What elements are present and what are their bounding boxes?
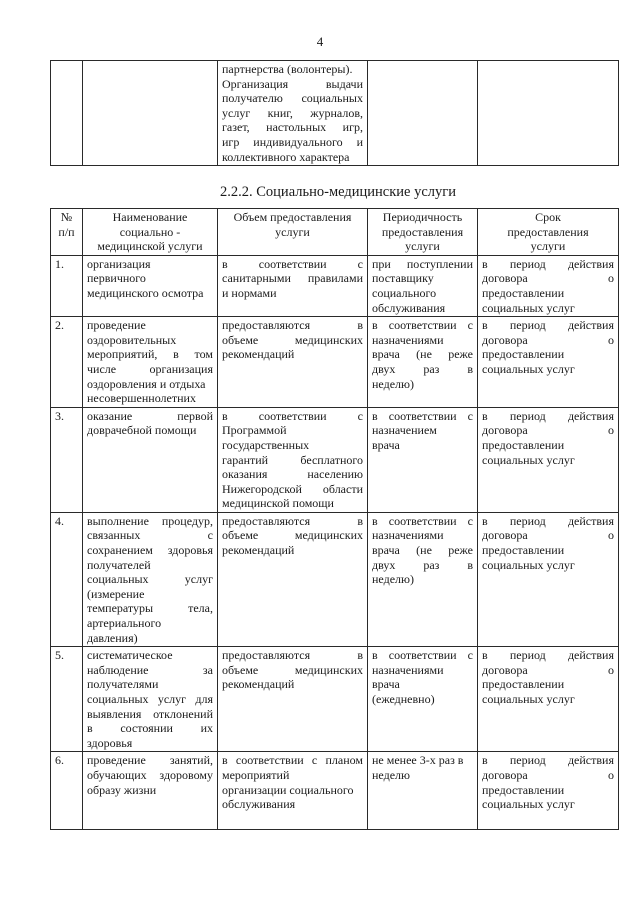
header-num: № п/п [51, 209, 83, 256]
top-text-line: игр индивидуального и [222, 134, 363, 149]
header-volume: Объем предоставления услуги [218, 209, 368, 256]
top-cell-volume [218, 61, 368, 166]
header-frequency: Периодичность предоставления услуги [368, 209, 478, 256]
row-num: 4. [51, 512, 83, 646]
row-num: 5. [51, 647, 83, 752]
row-frequency: в соответствии с назначениями врача (не реже двух раз в неделю) [368, 317, 478, 408]
row-name: организация первичного медицинского осмотра [83, 255, 218, 316]
row-name: оказание первой доврачебной помощи [83, 407, 218, 512]
row-num: 2. [51, 317, 83, 408]
row-frequency: при поступлении поставщику социального обслуживания [368, 255, 478, 316]
row-volume: предоставляются в объеме медицинских рекомендаций [218, 647, 368, 752]
top-cell-frequency [368, 61, 478, 166]
top-text-line: услуг книг, журналов, [222, 105, 363, 120]
row-volume: предоставляются в объеме медицинских рекомендаций [218, 317, 368, 408]
row-frequency: в соответствии с назначением врача [368, 407, 478, 512]
section-heading: 2.2.2. Социально-медицинские услуги [220, 184, 456, 200]
row-frequency: не менее 3-х раз в неделю [368, 752, 478, 830]
row-term: в период действия договора о предоставлении социальных услуг [478, 317, 619, 408]
row-volume: в соответствии с планом мероприятий организации социального обслуживания [218, 752, 368, 830]
row-num: 1. [51, 255, 83, 316]
row-term: в период действия договора о предоставлении социальных услуг [478, 255, 619, 316]
header-name: Наименование социально - медицинской услуги [83, 209, 218, 256]
table-row [51, 407, 619, 512]
row-term: в период действия договора о предоставлении социальных услуг [478, 647, 619, 752]
social-medical-services-table [50, 208, 619, 830]
table-row [51, 752, 619, 830]
row-name: систематическое наблюдение за получателями социальных услуг для выявления отклонений в состоянии их здоровья [83, 647, 218, 752]
table-row [51, 512, 619, 646]
row-term: в период действия договора о предоставлении социальных услуг [478, 512, 619, 646]
row-volume: в соответствии с санитарными правилами и нормами [218, 255, 368, 316]
table-header-row [51, 209, 619, 256]
row-name: проведение оздоровительных мероприятий, в том числе организация оздоровления и отдыха несовершеннолетних [83, 317, 218, 408]
top-cell-name [83, 61, 218, 166]
table-row [51, 647, 619, 752]
top-text-line: получателю социальных [222, 91, 363, 106]
row-name: проведение занятий, обучающих здоровому образу жизни [83, 752, 218, 830]
top-cell-term [478, 61, 619, 166]
top-text-line: партнерства (волонтеры). [222, 62, 353, 76]
top-text-line: коллективного характера [222, 149, 350, 164]
row-term: в период действия договора о предоставлении социальных услуг [478, 752, 619, 830]
row-term: в период действия договора о предоставлении социальных услуг [478, 407, 619, 512]
table-row [51, 317, 619, 408]
row-frequency: в соответствии с назначениями врача (не реже двух раз в неделю) [368, 512, 478, 646]
page-number: 4 [316, 34, 324, 49]
row-volume: предоставляются в объеме медицинских рекомендаций [218, 512, 368, 646]
row-name: выполнение процедур, связанных с сохранением здоровья получателей социальных услуг (измерение температуры тела, артериального давления) [83, 512, 218, 646]
row-num: 3. [51, 407, 83, 512]
top-table-fragment [50, 60, 619, 166]
row-frequency: в соответствии с назначениями врача (ежедневно) [368, 647, 478, 752]
row-num: 6. [51, 752, 83, 830]
top-text-line: газет, настольных игр, [222, 120, 363, 135]
top-text-line: Организация выдачи [222, 76, 363, 91]
top-cell-num [51, 61, 83, 166]
header-term: Срок предоставления услуги [478, 209, 619, 256]
table-row [51, 255, 619, 316]
row-volume: в соответствии с Программой государственных гарантий бесплатного оказания населению Нижегородской области медицинской помощи [218, 407, 368, 512]
